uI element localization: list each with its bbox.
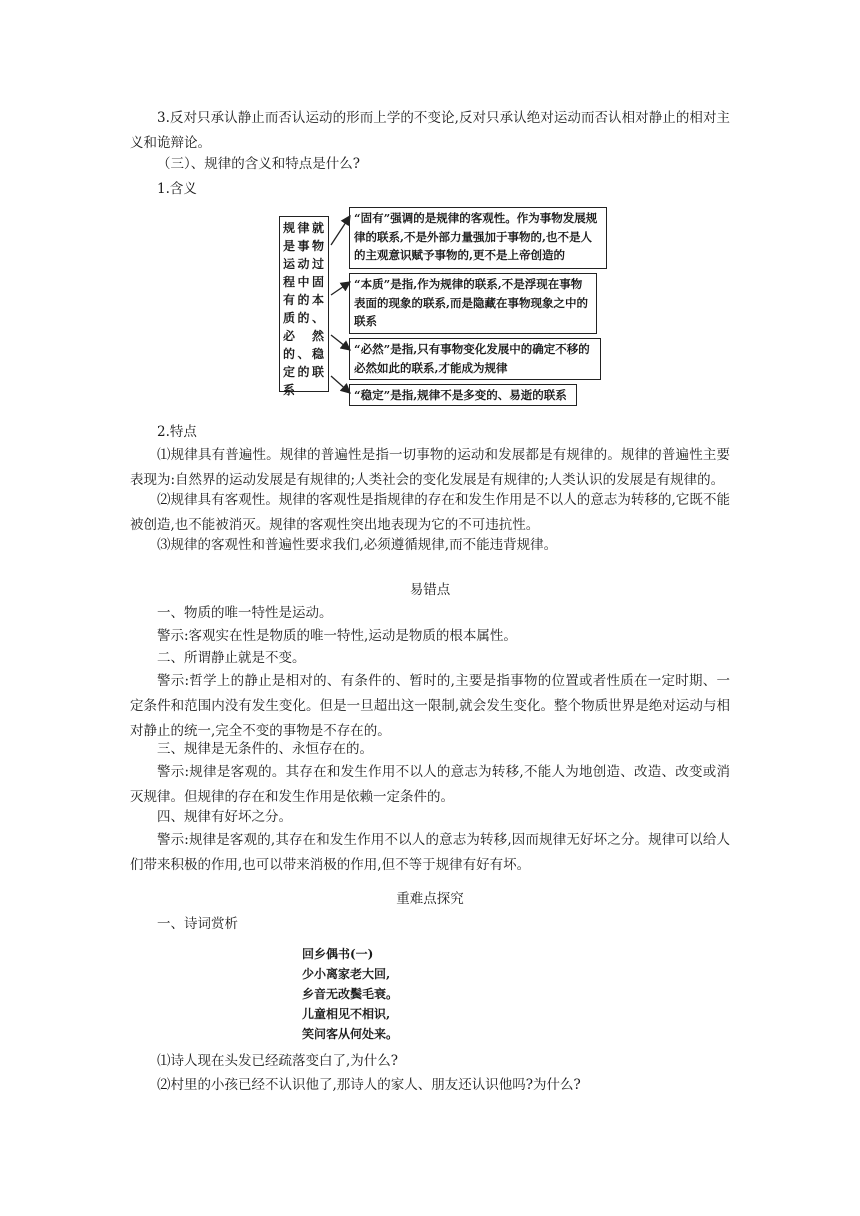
section-heading-explore: 重难点探究 — [396, 891, 464, 907]
arrow-1 — [331, 216, 350, 245]
question-2: ⑵村里的小孩已经不认识他了,那诗人的家人、朋友还认识他吗?为什么? — [157, 1077, 581, 1093]
warning-2: 警示:哲学上的静止是相对的、有条件的、暂时的,主要是指事物的位置或者性质在一定时期、一定条件和范围内没有发生变化。但是一旦超出这一限制,就会发生变化。整个物质世界是绝对运动与相对静止的统一,完全不变的事物是不存在的。 — [130, 673, 730, 739]
concept-box-essential: “本质”是指,作为规律的联系,不是浮现在事物表面的现象的联系,而是隐藏在事物现象之中的联系 — [349, 273, 597, 334]
section-heading-mistakes: 易错点 — [409, 582, 451, 598]
law-definition-box: 规律就是事物运动过程中固有的本质的、必然的、稳定的联系 — [279, 216, 329, 392]
concept-box-inherent: “固有”强调的是规律的客观性。作为事物发展规律的联系,不是外部力量强加于事物的,也不是人的主观意识赋予事物的,更不是上帝创造的 — [349, 207, 607, 269]
arrow-3 — [331, 335, 350, 350]
paragraph-universality: ⑴规律具有普遍性。规律的普遍性是指一切事物的运动和发展都是有规律的。规律的普遍性主要表现为:自然界的运动发展是有规律的;人类社会的变化发展是有规律的;人类认识的发展是有规律的。 — [130, 447, 730, 488]
mistake-1: 一、物质的唯一特性是运动。 — [157, 605, 333, 621]
warning-1: 警示:客观实在性是物质的唯一特性,运动是物质的根本属性。 — [157, 628, 517, 644]
concept-box-necessary: “必然”是指,只有事物变化发展中的确定不移的必然如此的联系,才能成为规律 — [349, 338, 601, 380]
mistake-4: 四、规律有好坏之分。 — [157, 809, 292, 825]
warning-3: 警示:规律是客观的。其存在和发生作用不以人的意志为转移,不能人为地创造、改造、改变或消灭规律。但规律的存在和发生作用是依赖一定条件的。 — [130, 764, 730, 805]
subheading-meaning: 1.含义 — [157, 181, 197, 197]
question-heading-law: （三）、规律的含义和特点是什么? — [157, 156, 360, 172]
poem-line: 儿童相见不相识, — [302, 1007, 391, 1021]
arrow-2 — [331, 282, 350, 295]
paragraph-objectivity: ⑵规律具有客观性。规律的客观性是指规律的存在和发生作用是不以人的意志为转移的,它既不能被创造,也不能被消灭。规律的客观性突出地表现为它的不可违抗性。 — [130, 492, 730, 533]
poem-line: 乡音无改鬓毛衰。 — [302, 987, 399, 1001]
poem-line: 少小离家老大回, — [302, 967, 391, 981]
mistake-3: 三、规律是无条件的、永恒存在的。 — [157, 741, 373, 757]
poem-line: 笑问客从何处来。 — [302, 1027, 399, 1041]
question-1: ⑴诗人现在头发已经疏落变白了,为什么? — [157, 1053, 399, 1069]
paragraph-requirement: ⑶规律的客观性和普遍性要求我们,必须遵循规律,而不能违背规律。 — [157, 537, 558, 553]
concept-box-stable: “稳定”是指,规律不是多变的、易逝的联系 — [349, 384, 577, 406]
paragraph-opposition: 3.反对只承认静止而否认运动的形而上学的不变论,反对只承认绝对运动而否认相对静止的相对主义和诡辩论。 — [130, 110, 730, 151]
mistake-2: 二、所谓静止就是不变。 — [157, 650, 306, 666]
warning-4: 警示:规律是客观的,其存在和发生作用不以人的意志为转移,因而规律无好坏之分。规律可以给人们带来积极的作用,也可以带来消极的作用,但不等于规律有好有坏。 — [130, 832, 730, 873]
subheading-features: 2.特点 — [157, 424, 197, 440]
arrow-4 — [331, 376, 350, 393]
poem-title: 回乡偶书(一) — [302, 947, 374, 961]
subheading-poem-appreciation: 一、诗词赏析 — [157, 916, 238, 932]
